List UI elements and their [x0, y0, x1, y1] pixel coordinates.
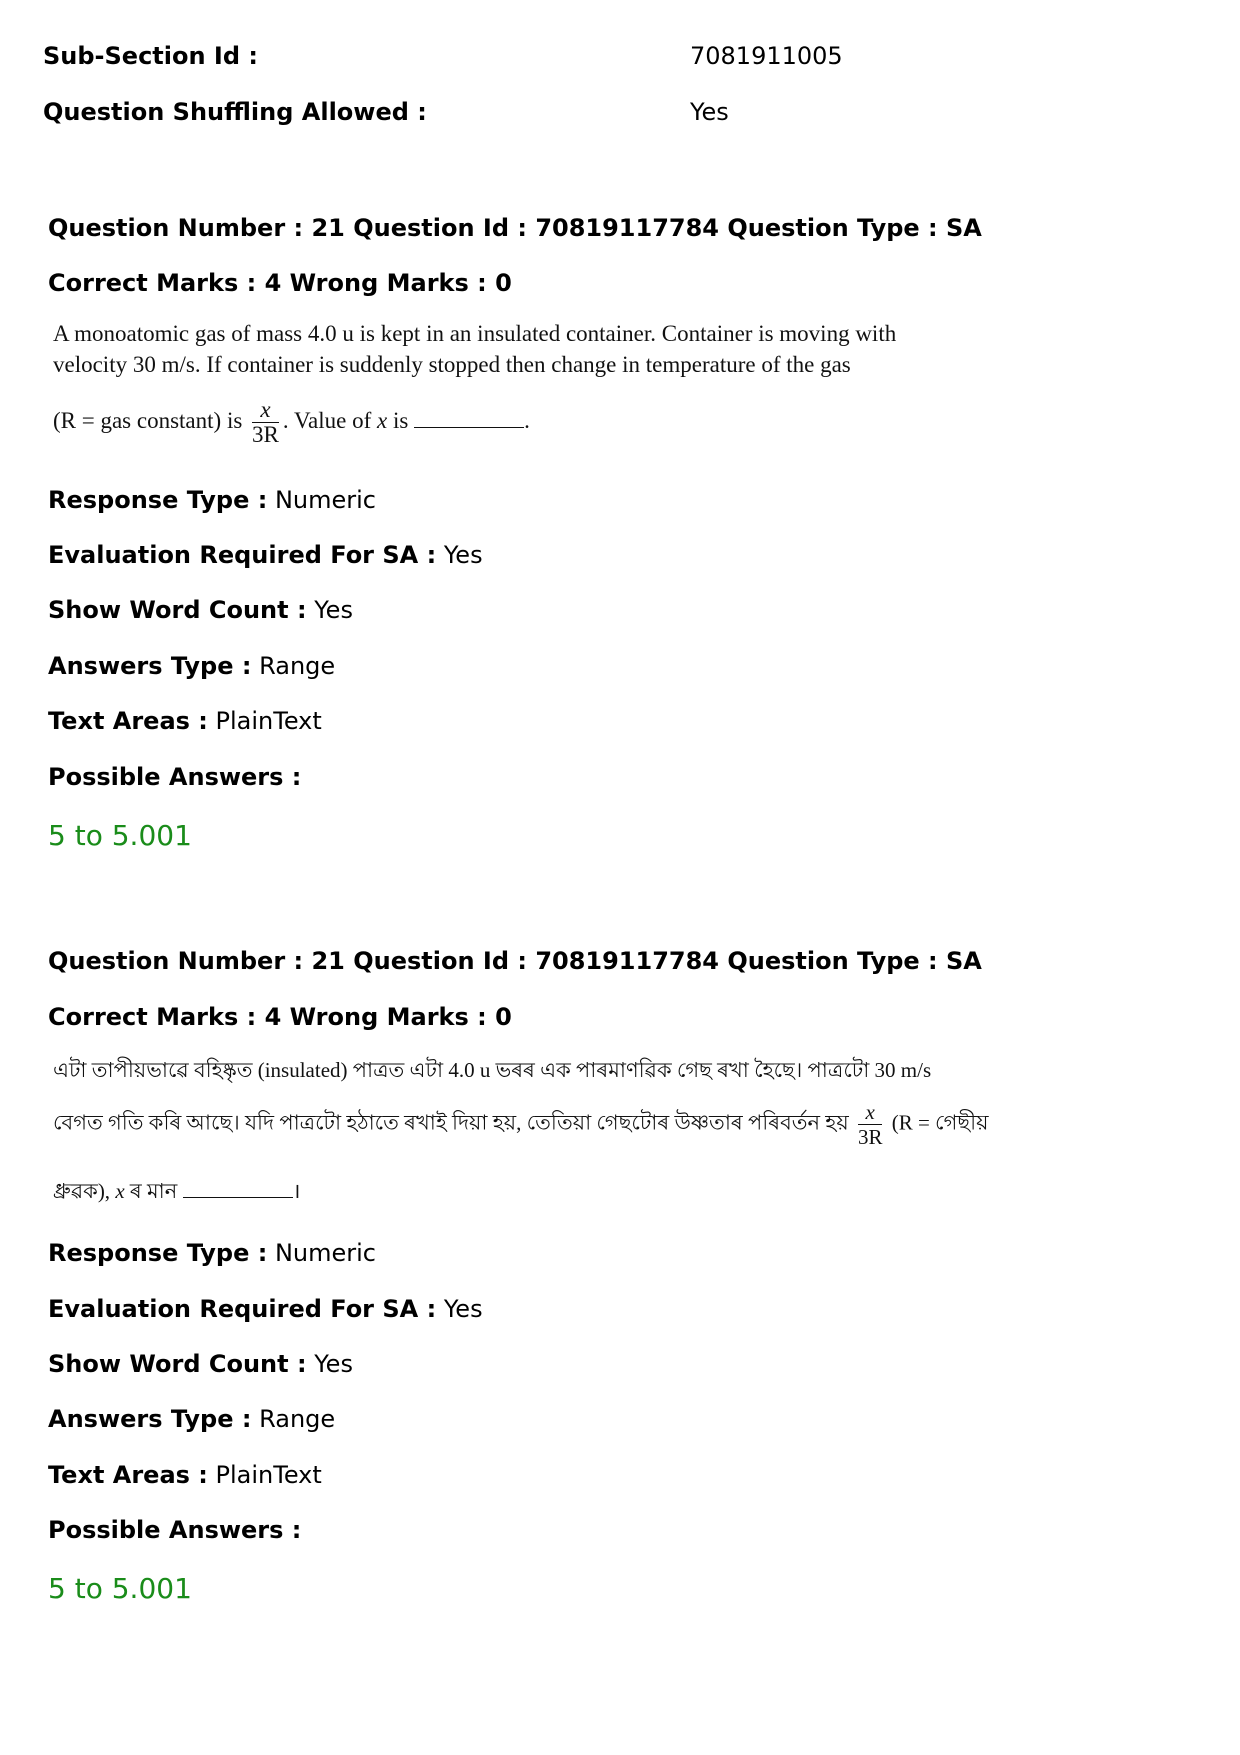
question-text-line: [53, 1175, 300, 1210]
text-areas-label: Text Areas :: [48, 707, 208, 735]
response-type: [48, 485, 376, 515]
fraction-denominator: 3R: [857, 1125, 883, 1149]
possible-answers-label: Possible Answers :: [48, 1516, 302, 1544]
answers-type-label: Answers Type :: [48, 652, 252, 680]
text-segment: (R = gas constant) is: [53, 407, 243, 433]
show-word-count: [48, 595, 353, 625]
evaluation-required: [48, 1294, 483, 1324]
question-text-line: A monoatomic gas of mass 4.0 u is kept in an insulated container. Container is moving with: [53, 321, 897, 346]
marks-line: Correct Marks : 4 Wrong Marks : 0: [48, 1003, 512, 1031]
word-count-value: Yes: [314, 596, 353, 624]
question-header: Question Number : 21 Question Id : 70819117784 Question Type : SA: [48, 947, 982, 975]
evaluation-label: Evaluation Required For SA :: [48, 541, 437, 569]
answer-blank: [414, 409, 524, 428]
subsection-value: 7081911005: [690, 42, 843, 70]
variable: x: [377, 407, 388, 433]
response-type-label: Response Type :: [48, 1239, 268, 1267]
word-count-value: Yes: [314, 1350, 353, 1378]
word-count-label: Show Word Count :: [48, 596, 307, 624]
possible-answer-value: 5 to 5.001: [48, 819, 192, 852]
answers-type-value: Range: [259, 1405, 336, 1433]
text-segment: .: [524, 407, 530, 433]
fraction-numerator: x: [252, 398, 279, 423]
answer-blank: [183, 1179, 293, 1198]
question-header: Question Number : 21 Question Id : 70819117784 Question Type : SA: [48, 214, 982, 242]
question-text-line: velocity 30 m/s. If container is suddenly stopped then change in temperature of the gas: [53, 352, 851, 377]
text-areas: [48, 1460, 322, 1490]
text-segment: ৰ মান: [129, 1179, 178, 1203]
fraction-denominator: 3R: [252, 422, 279, 447]
word-count-label: Show Word Count :: [48, 1350, 307, 1378]
show-word-count: [48, 1349, 353, 1379]
response-type-value: Numeric: [274, 1239, 376, 1267]
fraction: [858, 1100, 883, 1149]
evaluation-value: Yes: [443, 1295, 483, 1323]
text-areas-value: PlainText: [215, 1461, 322, 1489]
evaluation-required: [48, 540, 483, 570]
text-segment: . Value of: [282, 407, 372, 433]
response-type-label: Response Type :: [48, 486, 268, 514]
fraction: [252, 398, 279, 447]
text-areas-value: PlainText: [215, 707, 322, 735]
text-areas: [48, 706, 322, 736]
text-segment: ।: [292, 1179, 301, 1203]
response-type: [48, 1238, 376, 1268]
fraction-numerator: x: [858, 1100, 883, 1125]
possible-answers-label: Possible Answers :: [48, 763, 302, 791]
possible-answer-value: 5 to 5.001: [48, 1572, 192, 1605]
answers-type: [48, 1404, 335, 1434]
question-text-line: এটা তাপীয়ভাৱে বহিষ্কৃত (insulated) পাত্ৰত এটা 4.0 u ভৰৰ এক পাৰমাণৱিক গেছ ৰখা হৈছে। পাত্ৰটো 30 m/s: [53, 1058, 932, 1082]
answers-type-value: Range: [259, 652, 336, 680]
answers-type: [48, 651, 335, 681]
text-segment: is: [392, 407, 409, 433]
text-areas-label: Text Areas :: [48, 1461, 208, 1489]
question-text-line: [53, 1100, 988, 1149]
evaluation-value: Yes: [443, 541, 483, 569]
question-text-line: [53, 398, 530, 447]
evaluation-label: Evaluation Required For SA :: [48, 1295, 437, 1323]
text-segment: বেগত গতি কৰি আছে। যদি পাত্ৰটো হঠাতে ৰখাই দিয়া হয়, তেতিয়া গেছটোৰ উষ্ণতাৰ পৰিবৰ্তন হয়: [53, 1110, 849, 1135]
answers-type-label: Answers Type :: [48, 1405, 252, 1433]
response-type-value: Numeric: [274, 486, 376, 514]
shuffle-value: Yes: [690, 98, 729, 126]
text-segment: ধ্ৰুৱক),: [53, 1179, 111, 1203]
text-segment: (R = গেছীয়: [891, 1110, 989, 1135]
subsection-label: Sub-Section Id :: [43, 42, 258, 70]
variable: x: [115, 1179, 125, 1203]
marks-line: Correct Marks : 4 Wrong Marks : 0: [48, 269, 512, 297]
shuffle-label: Question Shuffling Allowed :: [43, 98, 427, 126]
